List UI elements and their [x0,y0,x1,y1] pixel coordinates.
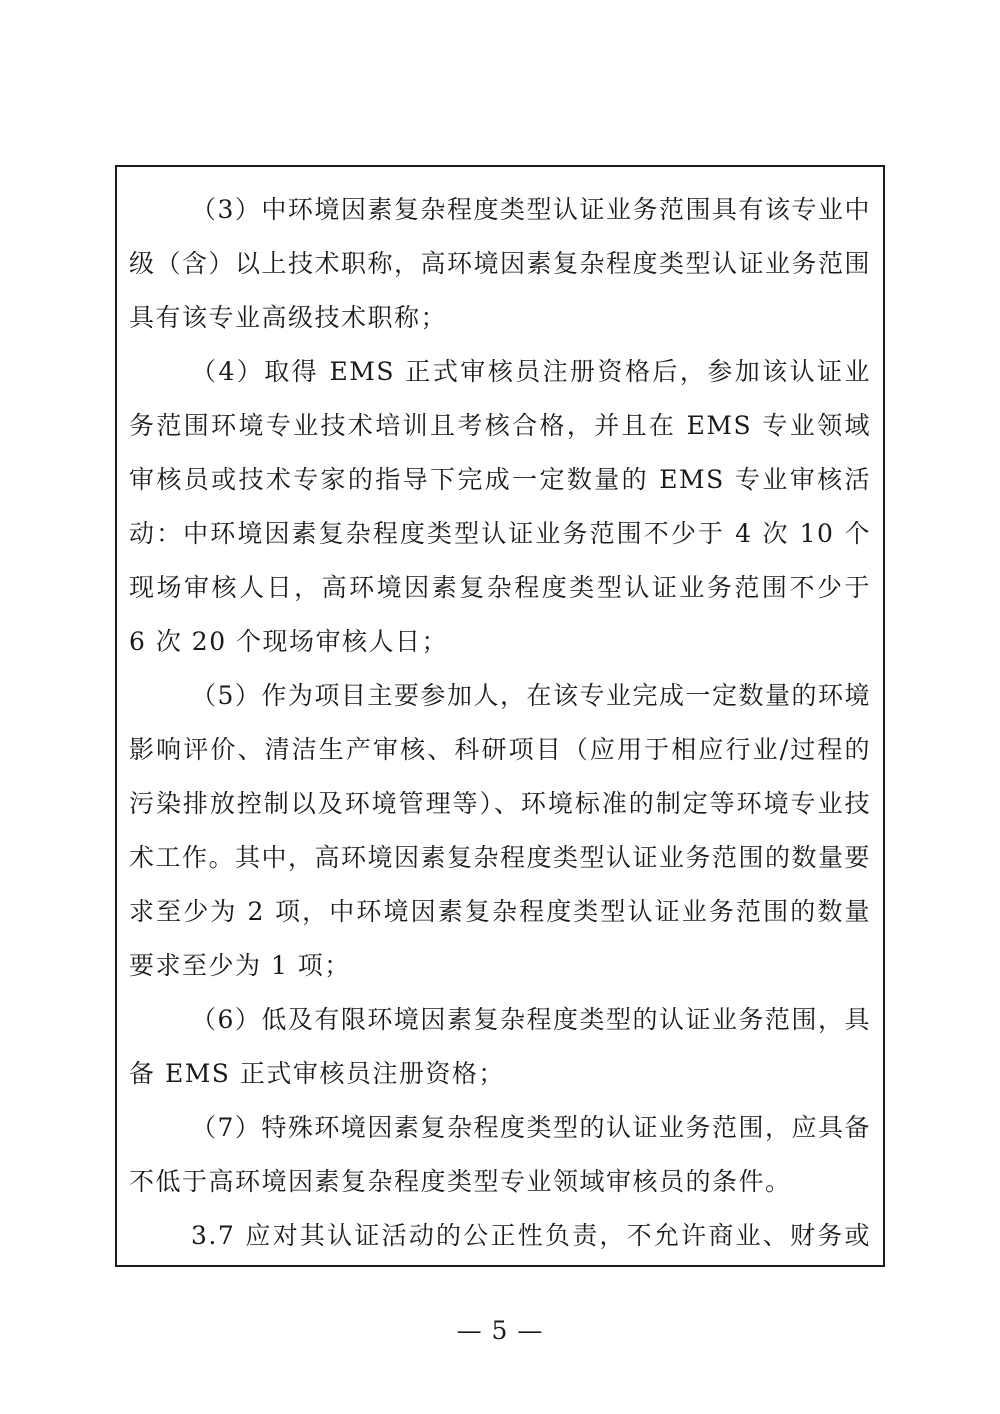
page-number: — 5 — [456,1316,544,1345]
paragraph-6: （6）低及有限环境因素复杂程度类型的认证业务范围，具备 EMS 正式审核员注册资格； [129,1005,871,1088]
page-body [129,183,871,1267]
paragraph-7: （7）特殊环境因素复杂程度类型的认证业务范围，应具备不低于高环境因素复杂程度类型专业领域审核员的条件。 [129,1113,871,1196]
paragraph-5: （5）作为项目主要参加人，在该专业完成一定数量的环境影响评价、清洁生产审核、科研项目（应用于相应行业/过程的污染排放控制以及环境管理等）、环境标准的制定等环境专业技术工作。其中，高环境因素复杂程度类型认证业务范围的数量要求至少为 2 项，中环境因素复杂程度类型认证业务范围的数量要求至少为 1 项； [129,681,872,980]
paragraph-4: （4）取得 EMS 正式审核员注册资格后，参加该认证业务范围环境专业技术培训且考核合格，并且在 EMS 专业领域审核员或技术专家的指导下完成一定数量的 EMS 专业审核活动：中环境因素复杂程度类型认证业务范围不少于 4 次 10 个现场审核人日，高环境因素复杂程度类型认证业务范围不少于 6 次 20 个现场审核人日； [129,357,871,656]
paragraph-3-7: 3.7 应对其认证活动的公正性负责，不允许商业、财务或 [191,1221,871,1250]
content-frame [115,165,885,1267]
paragraph-3: （3）中环境因素复杂程度类型认证业务范围具有该专业中级（含）以上技术职称，高环境因素复杂程度类型认证业务范围具有该专业高级技术职称； [129,195,872,332]
